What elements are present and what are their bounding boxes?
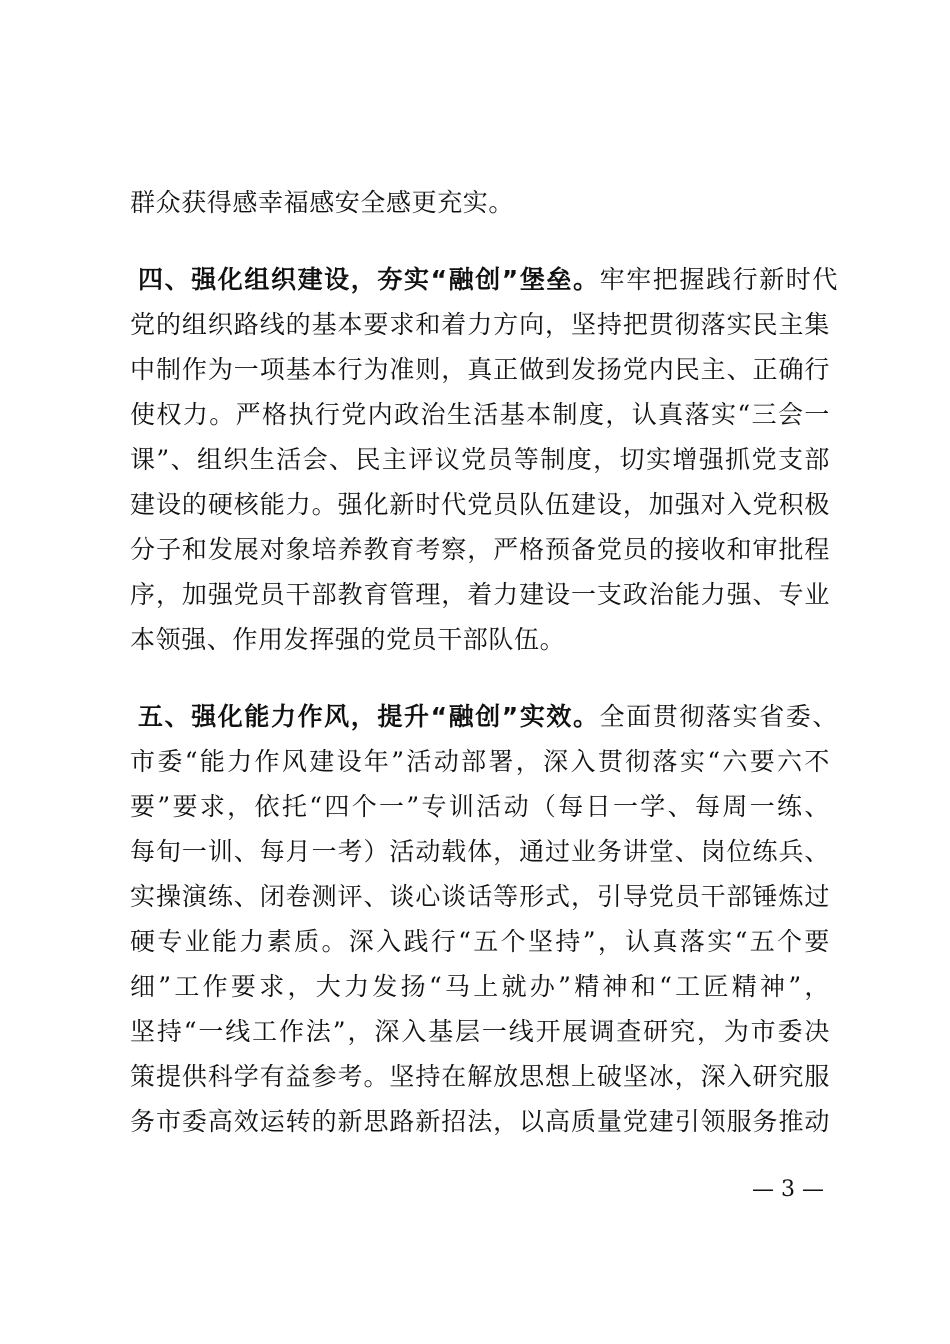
section-4-line: 本领强、作用发挥强的党员干部队伍。: [130, 625, 566, 654]
section-4-line: 课”、组织生活会、民主评议党员等制度，切实增强抓党支部: [130, 445, 830, 474]
section-4-line: 使权力。严格执行党内政治生活基本制度，认真落实“三会一: [130, 400, 830, 429]
section-5-line: 每旬一训、每月一考）活动载体，通过业务讲堂、岗位练兵、: [130, 837, 830, 866]
section-5-line: 务市委高效运转的新思路新招法，以高质量党建引领服务推动: [130, 1107, 830, 1136]
section-4-first-line-rest: 牢牢把握践行新时代: [599, 265, 838, 294]
section-4-line: 党的组织路线的基本要求和着力方向，坚持把贯彻落实民主集: [130, 310, 830, 339]
section-4-line: 序，加强党员干部教育管理，着力建设一支政治能力强、专业: [130, 580, 830, 609]
section-4-heading: 四、强化组织建设，夯实“融创”堡垒。: [138, 265, 600, 294]
section-5-line: 市委“能力作风建设年”活动部署，深入贯彻落实“六要六不: [130, 747, 830, 776]
section-5-line: 坚持“一线工作法”，深入基层一线开展调查研究，为市委决: [130, 1017, 830, 1046]
section-5-first-line-rest: 全面贯彻落实省委、: [599, 702, 838, 731]
page-number: — 3 —: [752, 1177, 824, 1202]
paragraph-line: 群众获得感幸福感安全感更充实。: [130, 188, 515, 217]
section-4-first-line: [130, 263, 838, 297]
section-5-line: 策提供科学有益参考。坚持在解放思想上破坚冰，深入研究服: [130, 1062, 830, 1091]
section-5-first-line: [130, 700, 838, 734]
section-5-line: 细”工作要求，大力发扬“马上就办”精神和“工匠精神”，: [130, 972, 830, 1001]
section-5-line: 硬专业能力素质。深入践行“五个坚持”，认真落实“五个要: [130, 927, 830, 956]
section-4-line: 建设的硬核能力。强化新时代党员队伍建设，加强对入党积极: [130, 490, 830, 519]
section-5-line: 实操演练、闭卷测评、谈心谈话等形式，引导党员干部锤炼过: [130, 882, 830, 911]
section-4-line: 分子和发展对象培养教育考察，严格预备党员的接收和审批程: [130, 535, 830, 564]
section-5-line: 要”要求，依托“四个一”专训活动（每日一学、每周一练、: [130, 792, 830, 821]
section-5-heading: 五、强化能力作风，提升“融创”实效。: [138, 702, 600, 731]
section-4-line: 中制作为一项基本行为准则，真正做到发扬党内民主、正确行: [130, 355, 830, 384]
